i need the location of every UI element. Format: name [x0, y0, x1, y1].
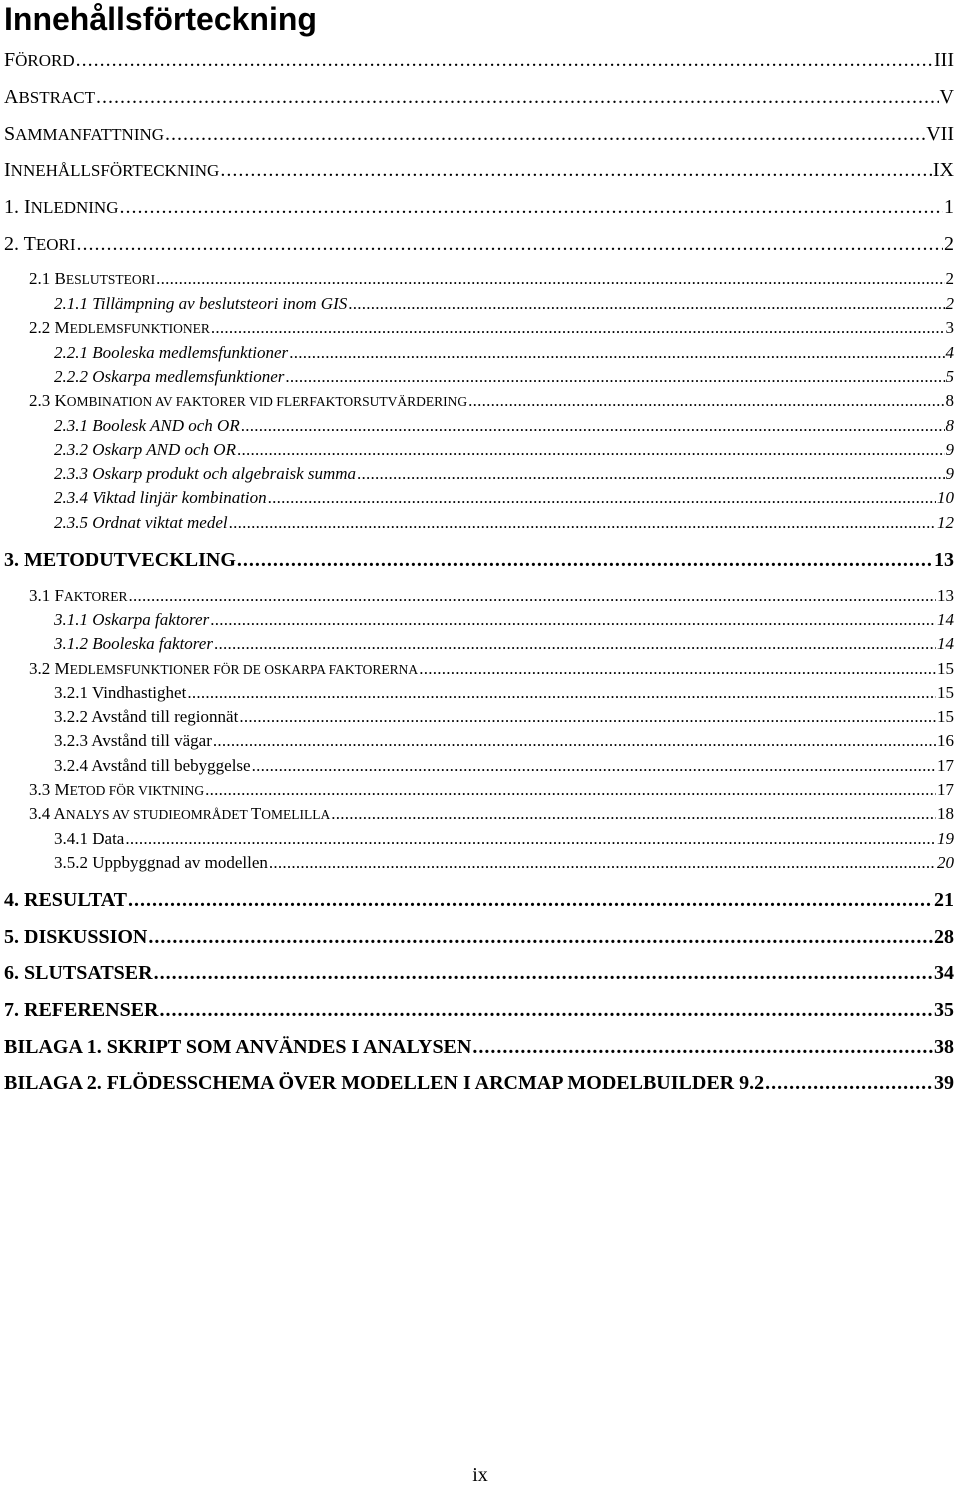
toc-entry-sammanfattning[interactable]: SAMMANFATTNING . . . VII: [4, 122, 954, 147]
toc-entry-innehallsforteckning[interactable]: INNEHÅLLSFÖRTECKNING . . . IX: [4, 158, 954, 183]
toc-entry-3-2[interactable]: 3.2 MEDLEMSFUNKTIONER FÖR DE OSKARPA FAKTORERNA . . . 15: [29, 658, 954, 681]
toc-entry-3-3[interactable]: 3.3 METOD FÖR VIKTNING . . . 17: [29, 779, 954, 802]
toc-heading: Innehållsförteckning: [4, 1, 317, 37]
toc-entry-metodutveckling[interactable]: 3. METODUTVECKLING . . . 13: [4, 548, 954, 572]
toc-entry-3-2-2[interactable]: 3.2.2 Avstånd till regionnät . . . 15: [54, 706, 954, 728]
toc-entry-3-4[interactable]: 3.4 ANALYS AV STUDIEOMRÅDET TOMELILLA . . . 18: [29, 803, 954, 826]
toc-entry-inledning[interactable]: 1. INLEDNING . . . 1: [4, 195, 954, 220]
toc-entry-3-2-1[interactable]: 3.2.1 Vindhastighet . . . 15: [54, 682, 954, 704]
toc-entry-teori[interactable]: 2. TEORI . . . 2: [4, 232, 954, 257]
toc-entry-abstract[interactable]: ABSTRACT . . . V: [4, 85, 954, 110]
toc-entry-fororord[interactable]: FÖRORD . . . III: [4, 48, 954, 73]
toc-entry-2-3-1[interactable]: 2.3.1 Boolesk AND och OR . . . 8: [54, 415, 954, 437]
toc-entry-bilaga-1[interactable]: BILAGA 1. SKRIPT SOM ANVÄNDES I ANALYSEN . . . 38: [4, 1035, 954, 1059]
toc-entry-3-2-4[interactable]: 3.2.4 Avstånd till bebyggelse . . . 17: [54, 755, 954, 777]
toc-entry-3-2-3[interactable]: 3.2.3 Avstånd till vägar . . . 16: [54, 730, 954, 752]
toc-entry-2-2[interactable]: 2.2 MEDLEMSFUNKTIONER . . . 3: [29, 317, 954, 340]
toc-entry-bilaga-2[interactable]: BILAGA 2. FLÖDESSCHEMA ÖVER MODELLEN I ARCMAP MODELBUILDER 9.2 . . . 39: [4, 1071, 954, 1095]
toc-entry-2-1[interactable]: 2.1 BESLUTSTEORI . . . 2: [29, 268, 954, 291]
page-number: ix: [472, 1464, 488, 1486]
toc-entry-3-5-2[interactable]: 3.5.2 Uppbyggnad av modellen . . . 20: [54, 852, 954, 874]
toc-entry-2-2-2[interactable]: 2.2.2 Oskarpa medlemsfunktioner . . . 5: [54, 366, 954, 388]
toc-entry-2-3-4[interactable]: 2.3.4 Viktad linjär kombination . . . 10: [54, 487, 954, 509]
toc-entry-2-3-3[interactable]: 2.3.3 Oskarp produkt och algebraisk summa . . . 9: [54, 463, 954, 485]
toc-entry-2-3[interactable]: 2.3 KOMBINATION AV FAKTORER VID FLERFAKTORSUTVÄRDERING . . . 8: [29, 390, 954, 413]
toc-entry-3-4-1[interactable]: 3.4.1 Data . . . 19: [54, 828, 954, 850]
toc-entry-slutsatser[interactable]: 6. SLUTSATSER . . . 34: [4, 961, 954, 985]
toc-entry-referenser[interactable]: 7. REFERENSER . . . 35: [4, 998, 954, 1022]
toc-entry-3-1-1[interactable]: 3.1.1 Oskarpa faktorer . . . 14: [54, 609, 954, 631]
toc-entry-resultat[interactable]: 4. RESULTAT . . . 21: [4, 888, 954, 912]
toc-entry-2-1-1[interactable]: 2.1.1 Tillämpning av beslutsteori inom GIS . . . 2: [54, 293, 954, 315]
toc-entry-2-2-1[interactable]: 2.2.1 Booleska medlemsfunktioner . . . 4: [54, 342, 954, 364]
toc-entry-2-3-2[interactable]: 2.3.2 Oskarp AND och OR . . . 9: [54, 439, 954, 461]
toc-entry-3-1-2[interactable]: 3.1.2 Booleska faktorer . . . 14: [54, 633, 954, 655]
toc-entry-diskussion[interactable]: 5. DISKUSSION . . . 28: [4, 925, 954, 949]
toc-entry-2-3-5[interactable]: 2.3.5 Ordnat viktat medel . . . 12: [54, 512, 954, 534]
toc-entry-3-1[interactable]: 3.1 FAKTORER . . . 13: [29, 585, 954, 608]
